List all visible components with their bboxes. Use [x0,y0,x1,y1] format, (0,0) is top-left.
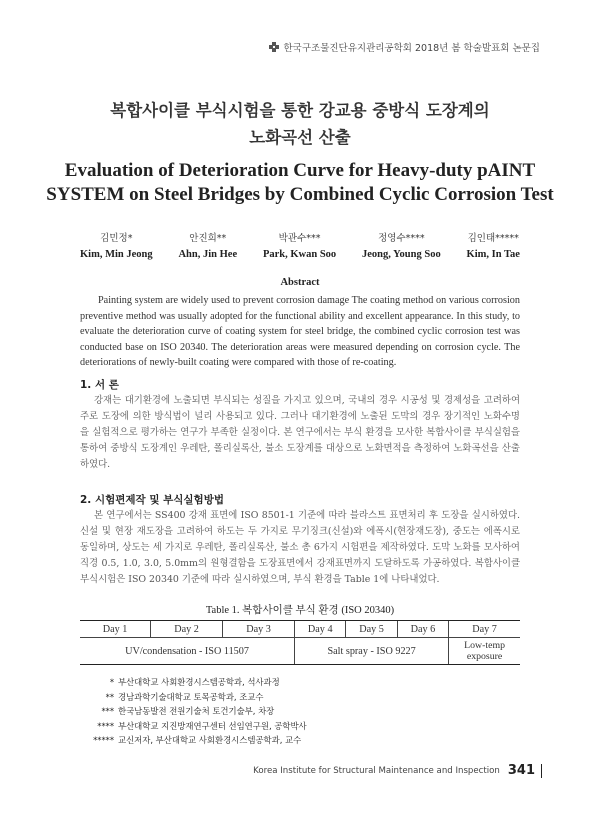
author-name-ko: 정영수**** [378,233,425,244]
table-cell-uv: UV/condensation - ISO 11507 [80,638,295,665]
table-header-cell: Day 4 [295,621,346,638]
title-korean-line1: 복합사이클 부식시험을 통한 강교용 중방식 도장계의 [110,101,490,120]
table-header-cell: Day 3 [223,621,295,638]
page-footer [253,763,542,778]
author-list [80,230,520,260]
section-heading-introduction: 1. 서 론 [80,379,119,391]
author [362,230,441,260]
author [80,230,153,260]
table-cell-low-temp [449,638,520,665]
footer-institute: Korea Institute for Structural Maintenance and Inspection [253,765,500,776]
title-korean-line2: 노화곡선 산출 [249,128,351,147]
footnote [80,690,307,705]
footnote-mark: **** [97,720,114,731]
table-cell-salt-spray: Salt spray - ISO 9227 [295,638,449,665]
footnote-text: 부산대학교 사회환경시스템공학과, 석사과정 [118,677,280,687]
table-cell-low-temp-line1: Low-temp [464,640,505,651]
journal-name: 한국구조물진단유지관리공학회 2018년 봄 학술발표회 논문집 [283,43,540,54]
author-name-en: Park, Kwan Soo [262,249,337,260]
title-english [0,159,600,207]
table-header-cell: Day 1 [80,621,151,638]
footer-divider [541,764,542,778]
author-name-en: Kim, Min Jeong [80,249,153,260]
author-name-ko: 안진희** [189,233,227,244]
title-english-line1: Evaluation of Deterioration Curve for Heavy-duty pAINT [64,160,536,181]
author-name-en: Jeong, Young Soo [362,249,441,260]
footnote-text: 교신저자, 부산대학교 사회환경시스템공학과, 교수 [118,735,302,745]
running-header [269,40,540,54]
table-cell-low-temp-line2: exposure [466,651,503,662]
abstract-heading: Abstract [280,277,320,288]
table-header-cell: Day 5 [346,621,397,638]
table-header-cell: Day 7 [449,621,520,638]
table-header-cell: Day 6 [397,621,448,638]
footnote [80,675,307,690]
author-name-en: Kim, In Tae [466,249,520,260]
author-affiliations [80,675,307,748]
title-english-line2: SYSTEM on Steel Bridges by Combined Cyclic Corrosion Test [46,184,554,205]
footnote-mark: ***** [93,735,114,745]
journal-logo-icon [269,42,279,52]
section-text-introduction: 강재는 대기환경에 노출되면 부식되는 성질을 가지고 있으며, 국내의 경우 시공성 및 경제성을 고려하여 주로 도장에 의한 방식법이 널리 사용되고 있다. 그러나 대기환경에 노출된 도막의 경우 장기적인 노화수명을 실험적으로 평가하는 연구가 부족한 실정이다. 본 연구에서는 부식 환경을 모사한 복합사이클 부식실험을 통하여 중방식 도장계인 우레탄, 폴리실록산, 불소 도장계를 대상으로 노화면적을 측정하여 노화곡선을 산출하였다. [80,395,520,470]
footnote-mark: * [109,677,114,687]
footnote [80,704,307,719]
section-text-methods: 본 연구에서는 SS400 강재 표면에 ISO 8501-1 기준에 따라 블라스트 표면처리 후 도장을 실시하였다. 신설 및 현장 재도장을 고려하여 하도는 두 가지로 무기징크(신설)와 에폭시(현장재도장), 중도는 에폭시로 동일하며, 상도는 세 가지로 우레탄, 폴리실록산, 불소 총 6가지 시험편을 제작하였다. 도막 노화를 모사하여 직경 0.5, 1.0, 3.0, 5.0mm의 원형결함을 도장표면에서 강재표면까지 도달하도록 가공하였다. 복합사이클 부식시험은 ISO 20340 기준에 따라 실시하였으며, 부식 환경을 Table 1에 나타내었다. [80,510,520,585]
footnote [80,719,307,734]
author-name-ko: 김민정* [100,233,133,244]
corrosion-cycle-table [80,620,520,665]
footnote-text: 경남과학기술대학교 토목공학과, 조교수 [118,691,264,702]
footnote-mark: ** [105,691,114,702]
title-korean [0,97,600,151]
section-heading-methods: 2. 시험편제작 및 부식실험방법 [80,494,224,506]
footnote-text: 한국남동발전 전원기술처 토건기술부, 차장 [118,706,275,716]
table-row [80,638,520,665]
footnote-text: 부산대학교 지진방재연구센터 선임연구원, 공학박사 [118,720,307,731]
abstract-text: Painting system are widely used to prevent corrosion damage The coating method on various corrosion preventive method was usually adopted for the functional ability and excellent appearance. In this study, to evaluate the deterioration curve of coating system for steel bridge, the combined cyclic corrosion test was conducted base on ISO 20340. The deterioration areas were measured depending on corrosion cycle. The deteriorations of newly-built coating were compared with those of re-coating. [80,295,520,368]
author [178,230,237,260]
table-caption: Table 1. 복합사이클 부식 환경 (ISO 20340) [205,605,395,616]
footnote [80,733,307,748]
table-header-row [80,621,520,638]
author [263,230,336,260]
author-name-ko: 박관수*** [278,233,321,244]
footnote-mark: *** [101,706,114,716]
author-name-en: Ahn, Jin Hee [178,249,238,260]
author-name-ko: 김인태***** [467,233,519,244]
table-header-cell: Day 2 [151,621,223,638]
author [467,230,520,260]
page-number: 341 [507,763,535,778]
